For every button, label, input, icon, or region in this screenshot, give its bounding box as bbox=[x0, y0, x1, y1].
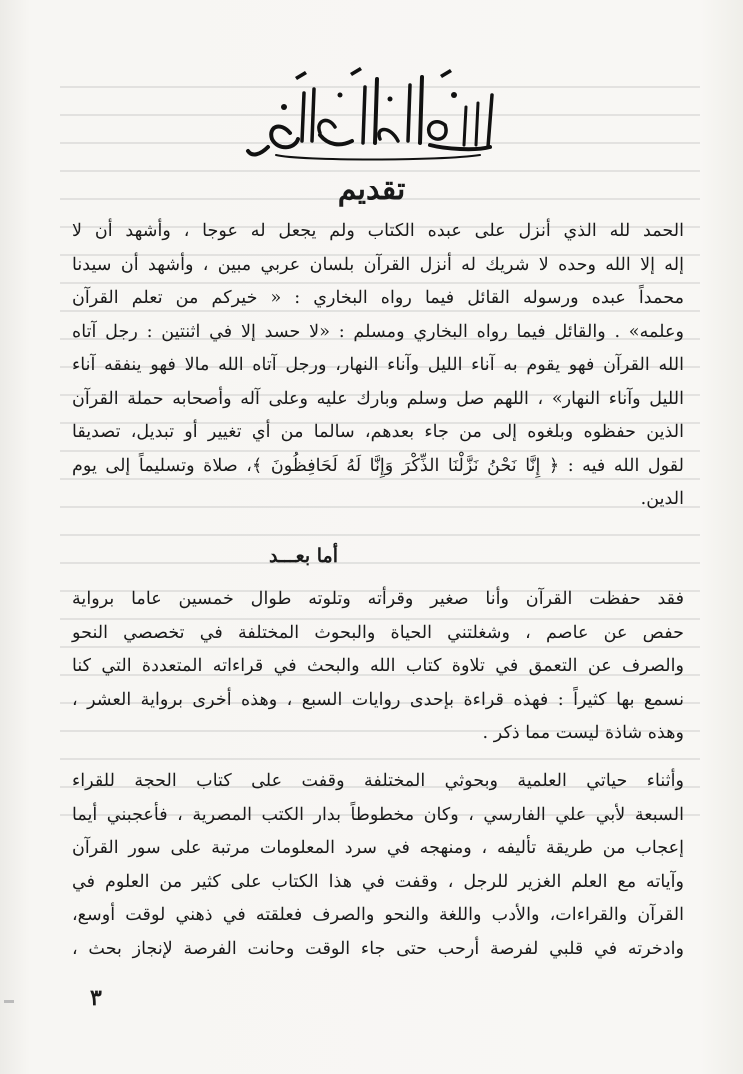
paragraph-research bbox=[72, 765, 684, 966]
text-line: لقول الله فيه : ﴿ إِنَّا نَحْنُ نَزَّلْنَا الذِّكْرَ وَإِنَّا لَهُ لَحَافِظُونَ ﴾، صلاة وتسليماً إلى يوم bbox=[72, 455, 684, 476]
page-title: تقديم bbox=[337, 172, 406, 207]
text-line: محمداً عبده ورسوله القائل فيما رواه البخاري : « خيركم من تعلم القرآن bbox=[72, 288, 684, 308]
text-line: القرآن والقراءات، والأدب واللغة والنحو والصرف فعلقته في ذهني لوقت أوسع، bbox=[72, 905, 684, 925]
paragraph-introduction bbox=[72, 215, 684, 517]
text-line: السبعة لأبي علي الفارسي ، وكان مخطوطاً بدار الكتب المصرية ، فأعجبني أيما bbox=[72, 804, 684, 825]
margin-mark bbox=[4, 1000, 14, 1003]
text-line: الذين حفظوه وبلغوه إلى من جاء بعدهم، سالما من أي تغيير أو تبديل، تصديقا bbox=[72, 422, 684, 442]
text-line: وأثناء حياتي العلمية وبحوثي المختلفة وقفت على كتاب الحجة للقراء bbox=[72, 771, 684, 791]
basmala-calligraphy bbox=[240, 55, 510, 165]
text-line: الحمد لله الذي أنزل على عبده الكتاب ولم يجعل له عوجا ، وأشهد أن لا bbox=[72, 221, 684, 241]
text-line: وادخرته في قلبي لفرصة أرحب حتى جاء الوقت وحانت الفرصة لإنجاز بحث ، bbox=[72, 938, 684, 959]
paragraph-memorization bbox=[72, 583, 684, 751]
section-subheading: أما بعـــد bbox=[269, 545, 338, 567]
text-line: نسمع بها كثيراً : فهذه قراءة بإحدى روايات السبع ، وهذه أخرى برواية العشر ، bbox=[72, 689, 685, 710]
text-line: وآياته مع العلم الغزير للرجل ، وقفت في هذا الكتاب على كثير من العلوم في bbox=[72, 871, 684, 892]
text-line: حفص عن عاصم ، وشغلتني الحياة والبحوث المختلفة في تخصصي النحو bbox=[72, 622, 684, 643]
text-line: والصرف عن التعمق في تلاوة كتاب الله والبحث في قراءاته المتعددة التي كنا bbox=[72, 656, 684, 676]
text-line: فقد حفظت القرآن وأنا صغير وقرأته وتلوته طوال خمسين عاما برواية bbox=[72, 589, 684, 609]
text-line: إله إلا الله وحده لا شريك له أنزل القرآن بلسان عربي مبين ، وأشهد أن سيدنا bbox=[72, 254, 684, 275]
page-number: ٣ bbox=[90, 985, 102, 1011]
text-line: إعجاب من طريقة تأليفه ، ومنهجه في سرد المعلومات مرتبة على سور القرآن bbox=[72, 838, 684, 858]
text-line: الدين. bbox=[640, 489, 684, 509]
text-line: وهذه شاذة ليست مما ذكر . bbox=[482, 723, 684, 743]
text-line: الليل وآناء النهار» ، اللهم صل وسلم وبارك عليه وعلى آله وأصحابه حملة القرآن bbox=[72, 388, 684, 409]
text-line: الله القرآن فهو يقوم به آناء الليل وآناء النهار، ورجل آتاه الله مالا فهو ينفقه آناء bbox=[72, 355, 684, 375]
text-line: وعلمه» . والقائل فيما رواه البخاري ومسلم : «لا حسد إلا في اثنتين : رجل آتاه bbox=[72, 321, 684, 342]
